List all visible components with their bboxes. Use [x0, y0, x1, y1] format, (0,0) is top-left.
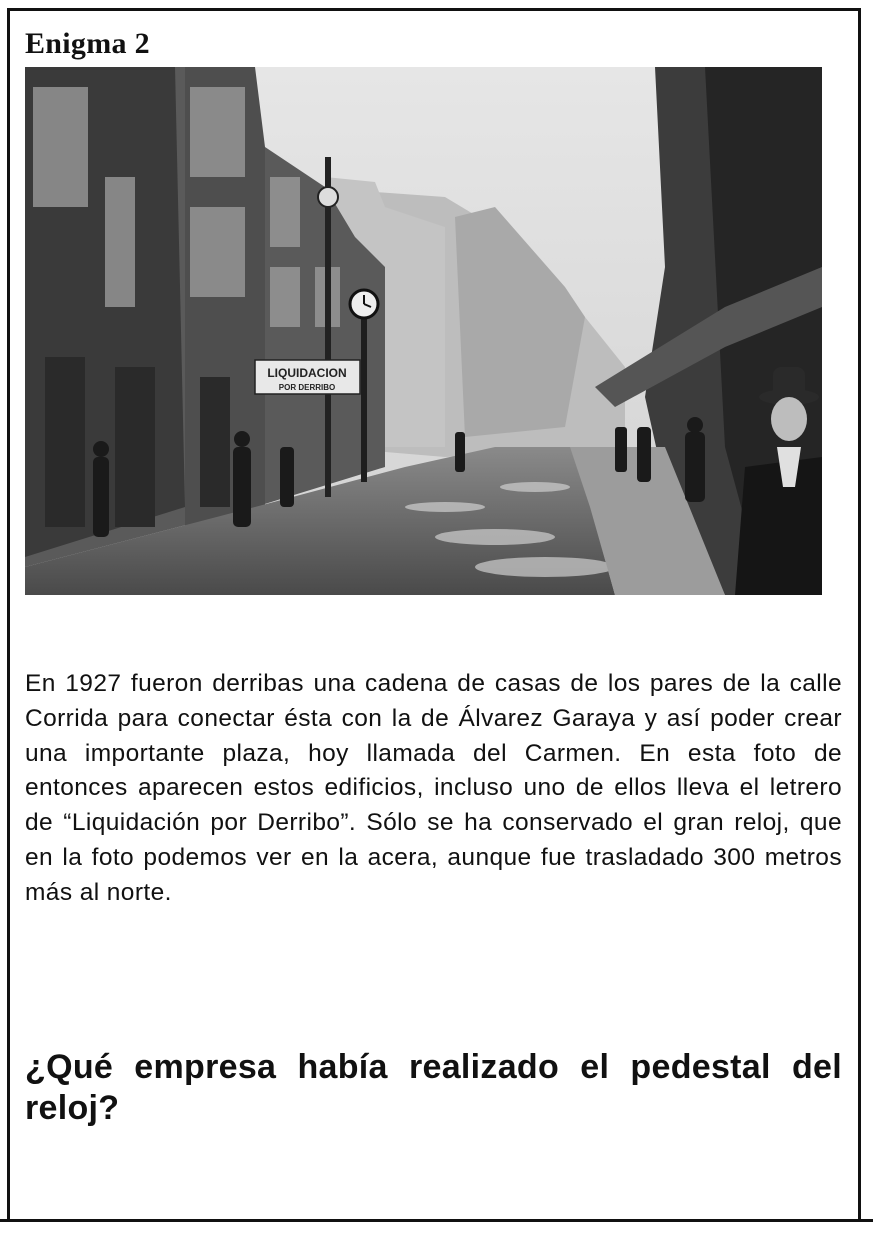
- sign-line-1: LIQUIDACION: [267, 366, 347, 380]
- page-bottom-rule: [0, 1219, 873, 1222]
- question-text: ¿Qué empresa había realizado el pedestal del reloj?: [25, 1048, 842, 1127]
- historic-street-photo: [25, 67, 822, 595]
- enigma-heading: Enigma 2: [25, 27, 150, 60]
- sign-line-2: POR DERRIBO: [278, 383, 336, 392]
- description-text: En 1927 fueron derribas una cadena de casas de los pares de la calle Corrida para conectar ésta con la de Álvarez Garaya y así poder crear una importante plaza, hoy llamada del Carmen. En esta foto de entonces aparecen estos edificios, incluso uno de ellos lleva el letrero de “Liquidación por Derribo”. Sólo se ha conservado el gran reloj, que en la foto podemos ver en la acera, aunque fue trasladado 300 metros más al norte.: [25, 670, 842, 906]
